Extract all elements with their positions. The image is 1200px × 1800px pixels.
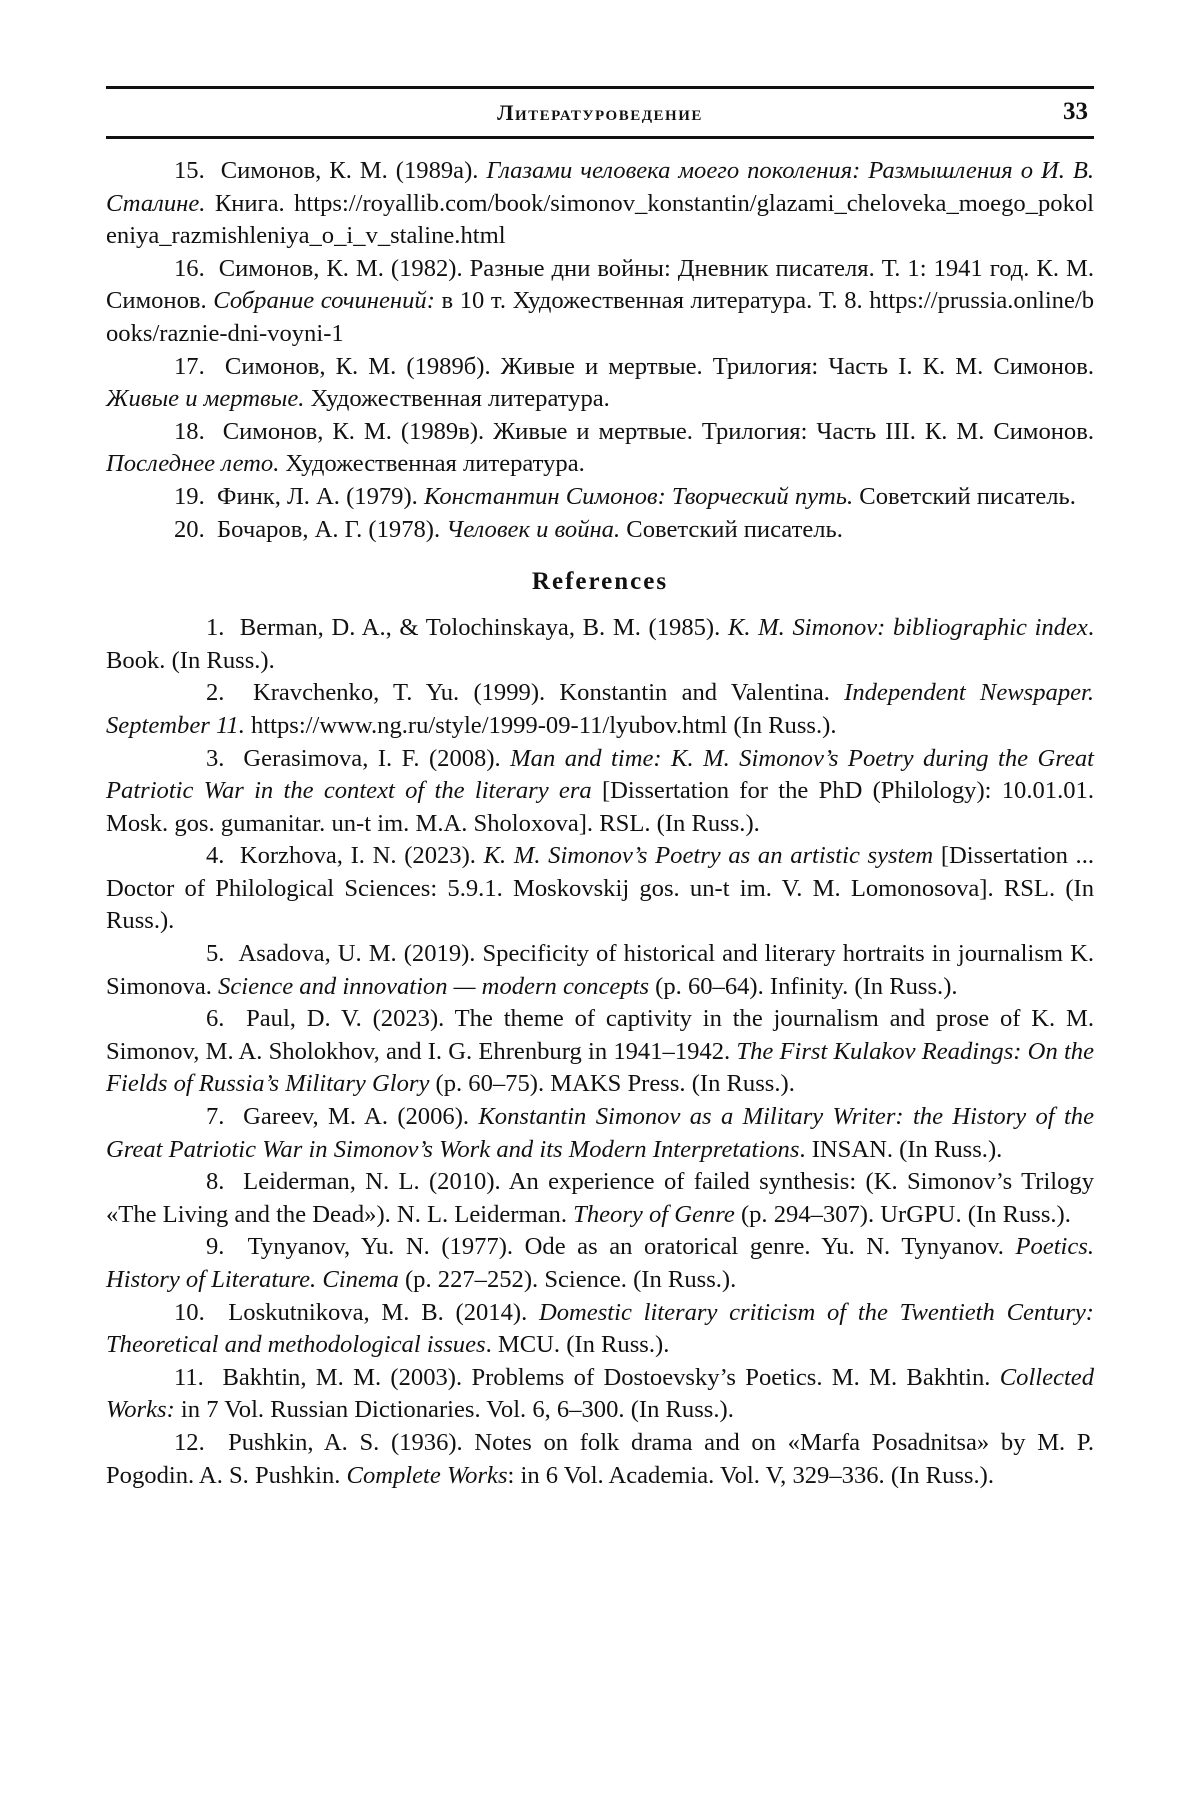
reference-text: Gareev, M. A. (2006).	[243, 1103, 479, 1131]
reference-item	[106, 612, 1094, 677]
reference-title: Konstantin Simonov as a Military Writer: the History of the Great Patriotic War in Simonov’s Work and its Modern Interpretations	[106, 1103, 1094, 1163]
reference-tail: Советский писатель.	[853, 482, 1076, 510]
reference-title: Собрание сочинений:	[213, 287, 435, 315]
reference-title: Collected Works:	[106, 1363, 1095, 1424]
reference-item	[106, 938, 1094, 1003]
reference-item	[106, 351, 1094, 416]
reference-title: Man and time: K. M. Simonov’s Poetry during the Great Patriotic War in the context of the literary era	[106, 744, 1094, 805]
reference-text: Gerasimova, I. F. (2008).	[243, 744, 511, 772]
reference-text: Симонов, К. М. (1989а).	[220, 157, 487, 184]
reference-number: 9.	[206, 1233, 225, 1261]
reference-number: 8.	[206, 1168, 225, 1196]
reference-title: Живые и мертвые.	[106, 385, 305, 413]
reference-number: 20.	[174, 515, 205, 543]
reference-item	[106, 743, 1094, 841]
reference-tail: : in 6 Vol. Academia. Vol. V, 329–336. (In Russ.).	[507, 1461, 994, 1489]
reference-title: Poetics. History of Literature. Cinema	[106, 1233, 1094, 1293]
reference-item	[106, 1231, 1094, 1296]
reference-tail: Книга. https://royallib.com/book/simonov_konstantin/glazami_cheloveka_moego_pokoleniya_razmishleniya_o_i_v_staline.html	[106, 189, 1094, 250]
reference-title: Complete Works	[346, 1461, 508, 1489]
reference-title: The First Kulakov Readings: On the Fields of Russia’s Military Glory	[106, 1037, 1095, 1098]
reference-number: 10.	[174, 1298, 205, 1326]
russian-reference-list	[106, 155, 1094, 546]
reference-number: 6.	[206, 1005, 225, 1033]
reference-text: Paul, D. V. (2023). The theme of captivity in the journalism and prose of K. M. Simonov, M. A. Sholokhov, and I. G. Ehrenburg in 1941–1942.	[106, 1005, 1094, 1065]
reference-text: Kravchenko, T. Yu. (1999). Konstantin and Valentina.	[252, 679, 845, 707]
reference-text: Korzhova, I. N. (2023).	[239, 842, 484, 870]
reference-title: Science and innovation — modern concepts	[218, 972, 650, 1000]
reference-item	[106, 481, 1094, 514]
references-heading: References	[531, 568, 669, 596]
reference-number: 16.	[174, 254, 205, 282]
reference-number: 17.	[174, 352, 205, 380]
reference-title: Человек и война.	[446, 515, 621, 543]
reference-tail: in 7 Vol. Russian Dictionaries. Vol. 6, 6–300. (In Russ.).	[174, 1396, 734, 1424]
reference-tail: . Book. (In Russ.).	[106, 614, 1094, 674]
reference-text: Bakhtin, M. M. (2003). Problems of Dostoevsky’s Poetics. M. M. Bakhtin.	[222, 1363, 1000, 1391]
reference-item	[106, 1362, 1094, 1427]
reference-title: Domestic literary criticism of the Twentieth Century: Theoretical and methodological issues	[106, 1298, 1094, 1359]
reference-tail: (p. 294–307). UrGPU. (In Russ.).	[734, 1200, 1071, 1228]
reference-tail: [Dissertation ... Doctor of Philological Sciences: 5.9.1. Moskovskij gos. un-t im. V. M. Lomonosova]. RSL. (In Russ.).	[106, 842, 1094, 935]
reference-tail: https://www.ng.ru/style/1999-09-11/lyubov.html (In Russ.).	[244, 711, 837, 739]
reference-item	[106, 677, 1094, 742]
reference-text: Pushkin, A. S. (1936). Notes on folk drama and on «Marfa Posadnitsa» by M. P. Pogodin. A. S. Pushkin.	[106, 1428, 1094, 1489]
reference-tail: (p. 60–64). Infinity. (In Russ.).	[649, 972, 958, 1000]
reference-tail: . MCU. (In Russ.).	[485, 1331, 670, 1359]
reference-text: Симонов, К. М. (1982). Разные дни войны: Дневник писателя. Т. 1: 1941 год. К. М. Симонов.	[106, 254, 1094, 315]
reference-text: Бочаров, А. Г. (1978).	[217, 515, 447, 543]
reference-tail: (p. 60–75). MAKS Press. (In Russ.).	[429, 1070, 795, 1098]
reference-text: Симонов, К. М. (1989б). Живые и мертвые. Трилогия: Часть I. К. М. Симонов.	[224, 352, 1095, 380]
reference-item	[106, 1003, 1094, 1101]
running-head-section: Литературоведение	[497, 100, 703, 125]
reference-number: 3.	[206, 744, 225, 772]
reference-text: Berman, D. A., & Tolochinskaya, B. M. (1985).	[239, 614, 728, 642]
reference-tail: Советский писатель.	[620, 515, 843, 543]
reference-text: Loskutnikova, M. B. (2014).	[228, 1298, 539, 1326]
reference-item	[106, 1101, 1094, 1166]
reference-text: Симонов, К. М. (1989в). Живые и мертвые. Трилогия: Часть III. К. М. Симонов.	[222, 417, 1094, 445]
reference-number: 2.	[206, 679, 225, 707]
reference-tail: в 10 т. Художественная литература. Т. 8. https://prussia.online/books/raznie-dni-voyni-1	[106, 287, 1094, 347]
reference-item	[106, 840, 1094, 938]
reference-title: Independent Newspaper. September 11.	[106, 679, 1095, 739]
page	[106, 86, 1094, 1492]
reference-item	[106, 1297, 1094, 1362]
reference-number: 19.	[174, 482, 205, 510]
reference-title: Последнее лето.	[106, 450, 280, 478]
reference-number: 4.	[206, 842, 225, 870]
reference-number: 18.	[174, 417, 205, 445]
running-head	[106, 86, 1094, 139]
reference-tail: Художественная литература.	[304, 385, 610, 413]
reference-text: Leiderman, N. L. (2010). An experience of failed synthesis: (K. Simonov’s Trilogy «The Living and the Dead»). N. L. Leiderman.	[106, 1168, 1095, 1228]
reference-title: Константин Симонов: Творческий путь.	[423, 482, 854, 510]
reference-tail: (p. 227–252). Science. (In Russ.).	[398, 1266, 737, 1293]
reference-text: Tynyanov, Yu. N. (1977). Ode as an oratorical genre. Yu. N. Tynyanov.	[247, 1233, 1016, 1261]
reference-title: K. M. Simonov: bibliographic index	[727, 614, 1088, 642]
reference-title: Глазами человека моего поколения: Размышления о И. В. Сталине.	[106, 157, 1095, 217]
reference-text: Финк, Л. А. (1979).	[217, 482, 424, 510]
reference-item	[106, 514, 1094, 547]
reference-item	[106, 1166, 1094, 1231]
reference-item	[106, 253, 1094, 351]
reference-title: K. M. Simonov’s Poetry as an artistic system	[483, 842, 934, 870]
reference-item	[106, 416, 1094, 481]
reference-number: 11.	[174, 1363, 204, 1391]
english-reference-list	[106, 612, 1094, 1492]
reference-tail: Художественная литература.	[279, 450, 585, 478]
reference-item	[106, 155, 1094, 253]
reference-tail: [Dissertation for the PhD (Philology): 10.01.01. Mosk. gos. gumanitar. un-t im. M.A. Sholoxova]. RSL. (In Russ.).	[106, 777, 1094, 837]
reference-tail: . INSAN. (In Russ.).	[799, 1135, 1003, 1163]
page-number: 33	[1063, 98, 1088, 125]
reference-number: 5.	[206, 940, 225, 968]
reference-title: Theory of Genre	[573, 1200, 735, 1228]
reference-number: 12.	[174, 1428, 205, 1456]
reference-number: 15.	[174, 157, 205, 184]
reference-item	[106, 1427, 1094, 1492]
reference-number: 1.	[206, 614, 225, 642]
reference-text: Asadova, U. M. (2019). Specificity of historical and literary hortraits in journalism K. Simonova.	[106, 940, 1094, 1000]
reference-number: 7.	[206, 1103, 225, 1131]
